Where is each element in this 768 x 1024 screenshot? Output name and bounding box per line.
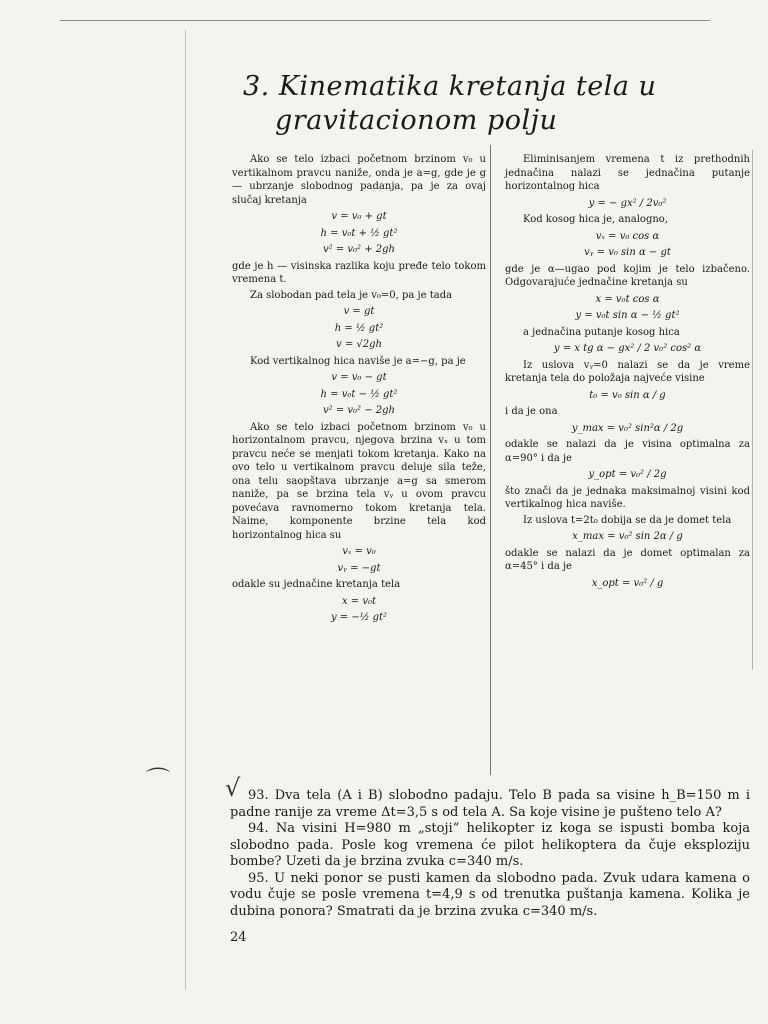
left-paragraph: Za slobodan pad tela je v₀=0, pa je tada xyxy=(250,289,453,301)
equation: y_opt = v₀² / 2g xyxy=(588,469,667,480)
problems-section xyxy=(230,788,750,920)
equation: v = √2gh xyxy=(336,339,382,350)
left-paragraph: Ako se telo izbaci početnom brzinom v₀ u horizontalnom pravcu, njegova brzina vₓ u tom pravcu neće se menjati tokom kretanja. Kako na ovo telo u vertikalnom pravcu deluje sila teže, ona telu saopštava ubrzanje a=g sa smerom naniže, pa se brzina tela vᵧ u ovom pravcu povećava ravnomerno tokom kretanja tela. Naime, komponente brzine tela kod horizontalnog hica su xyxy=(232,421,486,541)
equation: v = gt xyxy=(343,306,375,317)
scan-line-left xyxy=(185,30,186,990)
problem-95: 95. U neki ponor se pusti kamen da slobodno pada. Zvuk udara kamena o vodu čuje se posle vremena t=4,9 s od trenutka puštanja kamena. Kolika je dubina ponora? Smatrati da je brzina zvuka c=340 m/s. xyxy=(230,870,750,919)
equation: y = − gx² / 2v₀² xyxy=(588,197,667,209)
equation: y = −½ gt² xyxy=(330,612,388,623)
equation: vᵧ = −gt xyxy=(337,562,381,574)
right-column xyxy=(505,153,750,593)
left-paragraph: Kod vertikalnog hica naviše je a=−g, pa je xyxy=(250,355,466,367)
right-paragraph: Iz uslova vᵧ=0 nalazi se da je vreme kretanja tela do položaja najveće visine xyxy=(505,359,750,384)
right-paragraph: gde je α—ugao pod kojim je telo izbačeno. Odgovarajuće jednačine kretanja su xyxy=(505,263,750,288)
equation: h = ½ gt² xyxy=(334,322,384,334)
chapter-title-line2: gravitacionom polju xyxy=(275,105,558,136)
right-paragraph: i da je ona xyxy=(505,406,558,417)
scan-line-top xyxy=(60,20,710,21)
left-paragraph: odakle su jednačine kretanja tela xyxy=(232,579,401,590)
equation: y = v₀t sin α − ½ gt² xyxy=(575,310,680,321)
problem-94: 94. Na visini H=980 m „stoji“ helikopter iz koga se ispusti bomba koja slobodno pada. Posle kog vremena će pilot helikoptera da čuje eksploziju bombe? Uzeti da je brzina zvuka c=340 m/s. xyxy=(230,821,750,869)
equation: t₀ = v₀ sin α / g xyxy=(589,389,666,401)
chapter-title-line1: 3. Kinematika kretanja tela u xyxy=(243,71,657,102)
right-paragraph: a jednačina putanje kosog hica xyxy=(523,326,680,338)
left-paragraph: Ako se telo izbaci početnom brzinom v₀ u vertikalnom pravcu naniže, onda je a=g, gde je g — ubrzanje slobodnog padanja, pa je za ovaj slučaj kretanja xyxy=(232,154,486,206)
equation: v = v₀ + gt xyxy=(331,211,387,222)
equation: v² = v₀² + 2gh xyxy=(322,244,395,255)
equation: y = x tg α − gx² / 2 v₀² cos² α xyxy=(553,343,702,354)
chapter-title xyxy=(243,70,656,138)
scan-line-right xyxy=(752,150,753,670)
right-paragraph: odakle se nalazi da je domet optimalan za α=45° i da je xyxy=(505,547,750,572)
equation: vₓ = v₀ cos α xyxy=(595,230,660,242)
equation: h = v₀t − ½ gt² xyxy=(320,388,398,400)
page-number: 24 xyxy=(230,930,247,945)
equation: vᵧ = v₀ sin α − gt xyxy=(584,247,671,258)
right-paragraph: odakle se nalazi da je visina optimalna za α=90° i da je xyxy=(505,439,750,464)
equation: x_opt = v₀² / g xyxy=(591,577,664,589)
right-paragraph: Kod kosog hica je, analogno, xyxy=(523,214,668,225)
equation: y_max = v₀² sin²α / 2g xyxy=(571,422,684,434)
equation: x = v₀t xyxy=(341,595,377,607)
equation: v = v₀ − gt xyxy=(331,372,387,383)
right-paragraph: što znači da je jednaka maksimalnoj visini kod vertikalnog hica naviše. xyxy=(505,485,750,510)
equation: h = v₀t + ½ gt² xyxy=(320,227,398,239)
equation: v² = v₀² − 2gh xyxy=(322,405,395,416)
handwritten-tick-icon: √ xyxy=(225,774,241,802)
equation: x = v₀t cos α xyxy=(595,293,660,305)
right-paragraph: Eliminisanjem vremena t iz prethodnih jednačina nalazi se jednačina putanje horizontalnog hica xyxy=(505,154,750,192)
column-divider xyxy=(490,145,491,775)
problem-93: 93. Dva tela (A i B) slobodno padaju. Telo B pada sa visine h_B=150 m i padne ranije za vreme Δt=3,5 s od tela A. Sa koje visine je pušteno telo A? xyxy=(230,788,750,820)
equation: x_max = v₀² sin 2α / g xyxy=(572,531,683,542)
equation: vₓ = v₀ xyxy=(342,546,376,557)
left-paragraph: gde je h — visinska razlika koju pređe telo tokom vremena t. xyxy=(232,260,486,285)
right-paragraph: Iz uslova t=2t₀ dobija se da je domet tela xyxy=(523,514,732,526)
handwritten-mark-icon: ⌒ xyxy=(146,766,170,794)
left-column xyxy=(232,153,486,628)
